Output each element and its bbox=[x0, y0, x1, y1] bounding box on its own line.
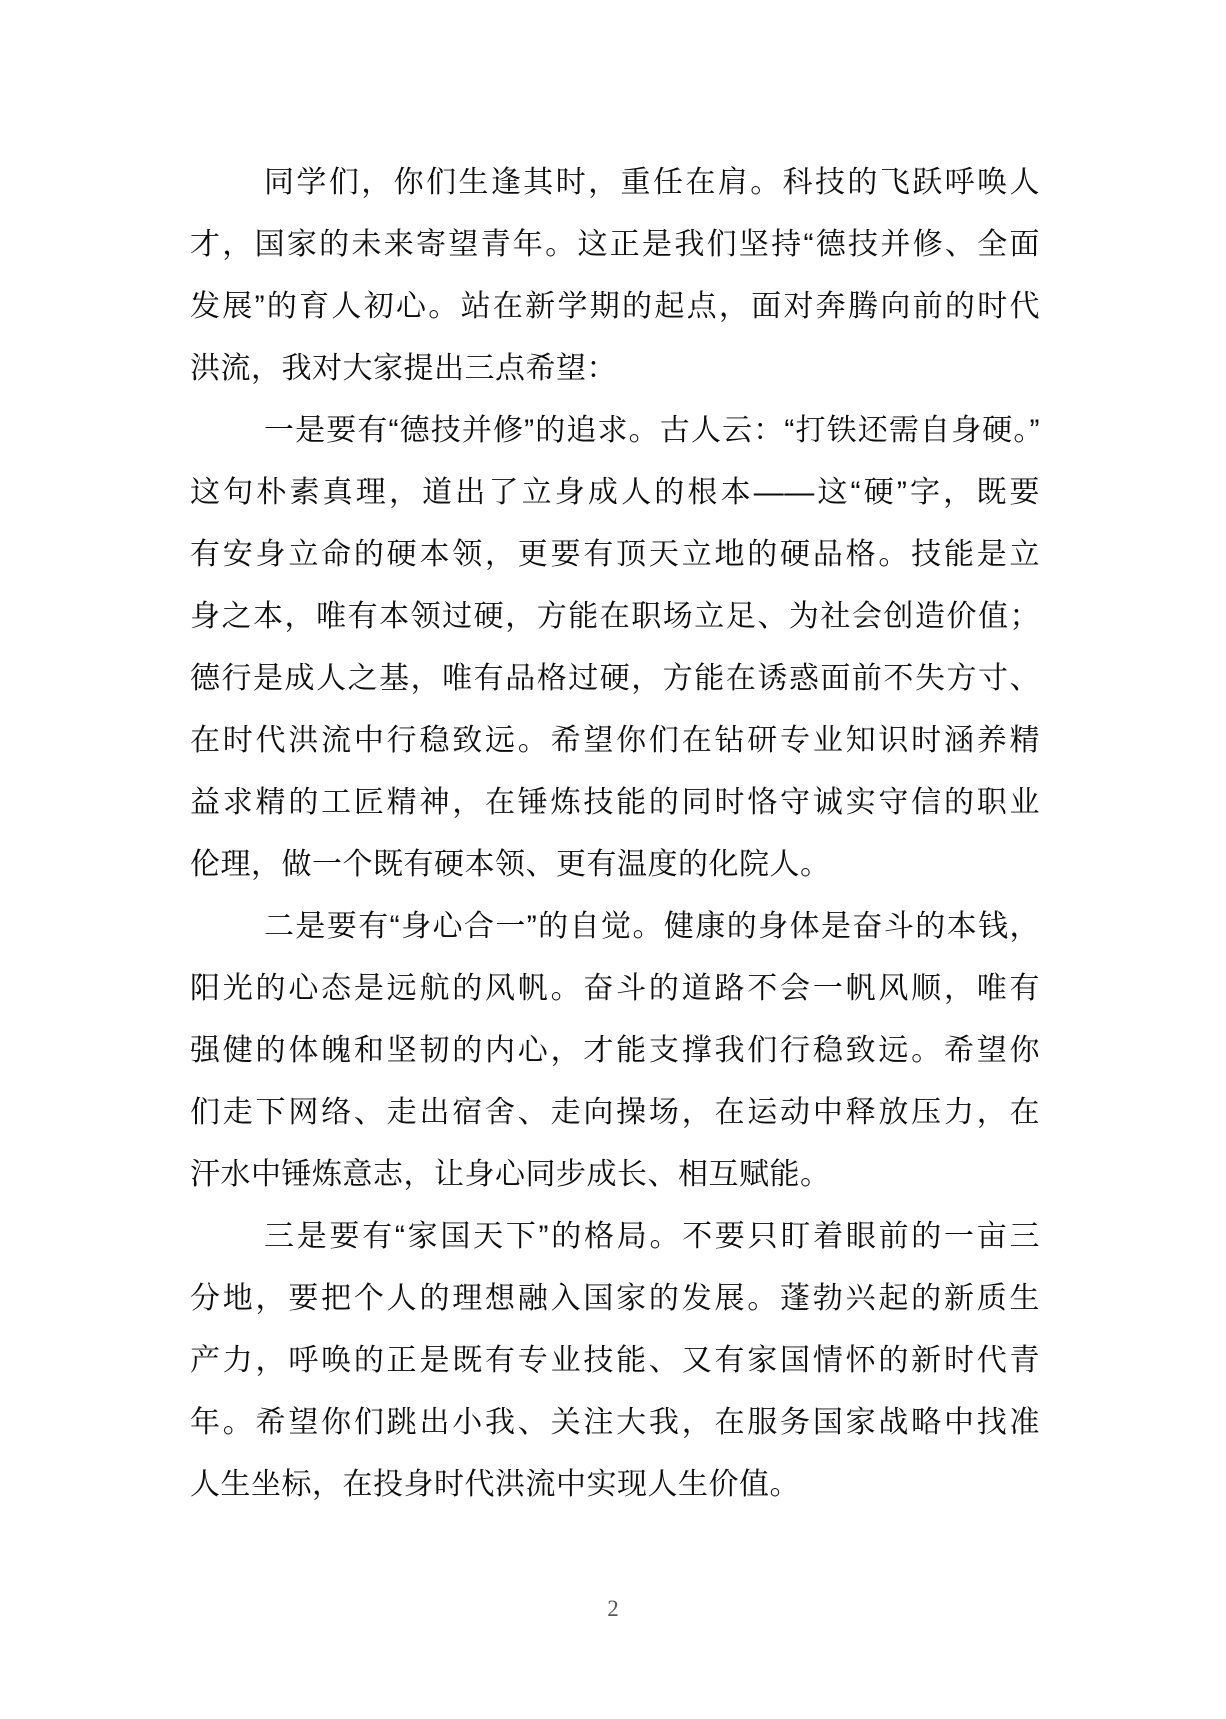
paragraph bbox=[190, 896, 1040, 1206]
page-number: 2 bbox=[607, 1596, 619, 1621]
text-line: 强健的体魄和坚韧的内心，才能支撑我们行稳致远。希望你 bbox=[190, 1034, 1040, 1067]
text-line: 才，国家的未来寄望青年。这正是我们坚持“德技并修、全面 bbox=[190, 228, 1040, 261]
text-line: 阳光的心态是远航的风帆。奋斗的道路不会一帆风顺，唯有 bbox=[190, 972, 1040, 1005]
text-line: 发展”的育人初心。站在新学期的起点，面对奔腾向前的时代 bbox=[190, 290, 1040, 323]
document-body bbox=[190, 152, 1040, 1516]
text-line: 身之本，唯有本领过硬，方能在职场立足、为社会创造价值； bbox=[190, 600, 1040, 633]
paragraph bbox=[190, 400, 1040, 896]
paragraph bbox=[190, 152, 1040, 400]
paragraph bbox=[190, 1206, 1040, 1516]
text-line: 这句朴素真理，道出了立身成人的根本——这“硬”字，既要 bbox=[190, 476, 1040, 509]
text-line: 分地，要把个人的理想融入国家的发展。蓬勃兴起的新质生 bbox=[190, 1282, 1040, 1315]
text-line: 一是要有“德技并修”的追求。古人云：“打铁还需自身硬。” bbox=[264, 414, 1040, 447]
text-line: 在时代洪流中行稳致远。希望你们在钻研专业知识时涵养精 bbox=[190, 724, 1040, 757]
text-line: 德行是成人之基，唯有品格过硬，方能在诱惑面前不失方寸、 bbox=[190, 662, 1040, 695]
text-line: 三是要有“家国天下”的格局。不要只盯着眼前的一亩三 bbox=[264, 1220, 1040, 1253]
text-line: 们走下网络、走出宿舍、走向操场，在运动中释放压力，在 bbox=[190, 1096, 1040, 1129]
text-line: 伦理，做一个既有硬本领、更有温度的化院人。 bbox=[190, 848, 831, 881]
text-line: 二是要有“身心合一”的自觉。健康的身体是奋斗的本钱， bbox=[264, 910, 1040, 943]
text-line: 年。希望你们跳出小我、关注大我，在服务国家战略中找准 bbox=[190, 1406, 1040, 1439]
text-line: 同学们，你们生逢其时，重任在肩。科技的飞跃呼唤人 bbox=[264, 166, 1040, 199]
text-line: 洪流，我对大家提出三点希望： bbox=[190, 352, 617, 385]
text-line: 有安身立命的硬本领，更要有顶天立地的硬品格。技能是立 bbox=[190, 538, 1040, 571]
text-line: 人生坐标，在投身时代洪流中实现人生价值。 bbox=[190, 1468, 800, 1501]
text-line: 益求精的工匠精神，在锤炼技能的同时恪守诚实守信的职业 bbox=[190, 786, 1040, 819]
text-line: 产力，呼唤的正是既有专业技能、又有家国情怀的新时代青 bbox=[190, 1344, 1040, 1377]
text-line: 汗水中锤炼意志，让身心同步成长、相互赋能。 bbox=[190, 1158, 831, 1191]
